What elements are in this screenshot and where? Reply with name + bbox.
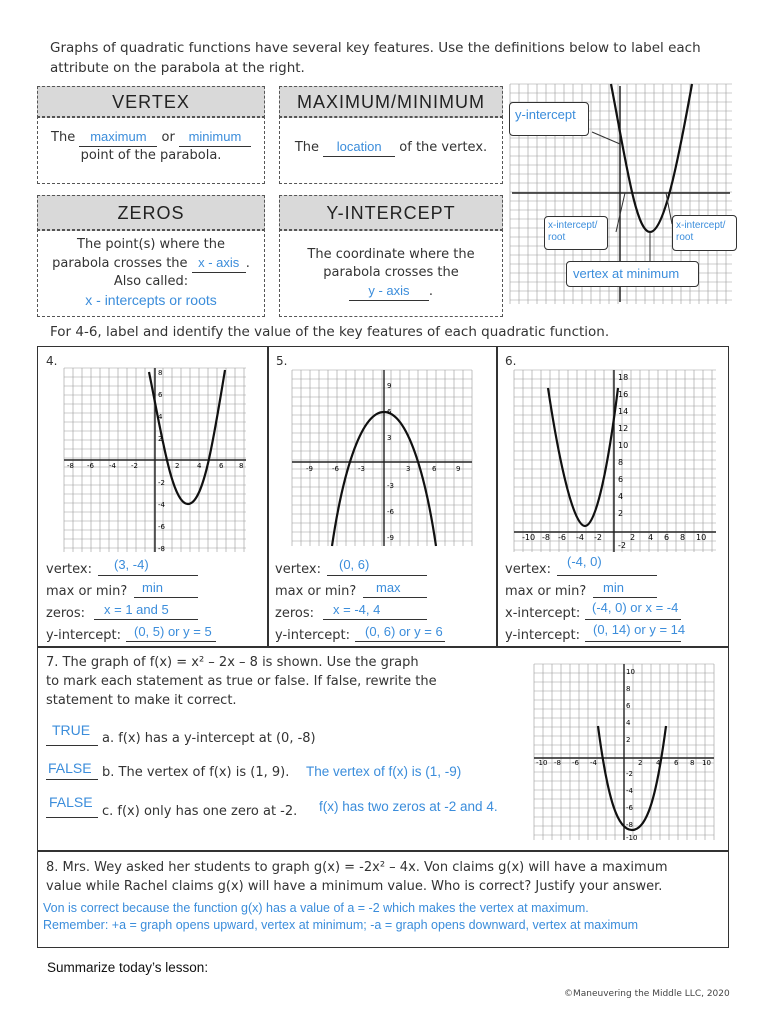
maxmin-def-post: of the vertex. <box>399 140 488 155</box>
zeros-answer-2[interactable]: x - intercepts or roots <box>85 292 217 308</box>
q7-line-2: to mark each statement as true or false. If false, rewrite the <box>46 674 437 689</box>
p6-maxmin-label: max or min? <box>505 584 587 599</box>
q7-ytick: -6 <box>626 804 633 812</box>
problem-6-ytick: 6 <box>618 475 624 484</box>
problem-5-number: 5. <box>276 354 288 368</box>
p4-zeros-answer: x = 1 and 5 <box>104 602 169 617</box>
q7a-answer: TRUE <box>52 722 91 738</box>
p5-maxmin-blank[interactable] <box>363 597 427 598</box>
problem-5-xtick: 3 <box>406 465 411 473</box>
problem-4-ytick: -8 <box>158 545 165 553</box>
p4-vertex-blank[interactable] <box>98 575 198 576</box>
zeros-line-2: parabola crosses the <box>52 256 188 271</box>
yintercept-callout: y-intercept <box>509 102 589 136</box>
problem-5-xtick: -9 <box>306 465 313 473</box>
q7-ytick: -10 <box>626 834 638 842</box>
problem-4-xtick: 2 <box>175 462 180 470</box>
problem-6-ytick: 2 <box>618 509 624 518</box>
yint-answer[interactable]: y - axis <box>349 282 429 301</box>
p5-maxmin-label: max or min? <box>275 584 357 599</box>
q7-xtick: -6 <box>572 759 579 767</box>
problem-6-ytick: -2 <box>618 541 626 550</box>
q8-answer-2: Remember: +a = graph opens upward, vertex at minimum; -a = graph opens downward, vertex at maximum <box>43 918 639 932</box>
intro-text: Graphs of quadratic functions have several key features. Use the definitions below to label each attribute on the parabola at the right. <box>50 40 701 76</box>
xint-right-callout: x-intercept/ root <box>672 215 737 251</box>
p4-maxmin-label: max or min? <box>46 584 128 599</box>
problem-6-xtick: 4 <box>648 533 654 542</box>
problem-4-xtick: -4 <box>109 462 116 470</box>
problem-5-graph <box>290 368 474 548</box>
q7-ytick: 8 <box>626 685 631 693</box>
yint-def-text: The coordinate where the parabola crosses the y - axis . <box>282 246 500 301</box>
q7a-statement: a. f(x) has a y-intercept at (0, -8) <box>102 731 316 746</box>
problem-4-ytick: -4 <box>158 501 165 509</box>
p6-maxmin-answer: min <box>603 580 624 595</box>
p5-yint-answer: (0, 6) or y = 6 <box>365 624 443 639</box>
p6-xint-answer: (-4, 0) or x = -4 <box>592 600 679 615</box>
problem-4-xtick: -6 <box>87 462 94 470</box>
yint-line-2: parabola crosses the <box>323 265 459 280</box>
q7-ytick: 10 <box>626 668 635 676</box>
problem-4-ytick: 2 <box>158 435 163 443</box>
p6-yint-label: y-intercept: <box>505 628 581 643</box>
p4-vertex-label: vertex: <box>46 562 92 577</box>
q7-ytick: 6 <box>626 702 631 710</box>
q7b-blank[interactable] <box>46 779 98 780</box>
problem-6-ytick: 10 <box>618 441 629 450</box>
problem-5-ytick: 9 <box>387 382 392 390</box>
problem-4-xtick: 6 <box>219 462 224 470</box>
yint-line-1: The coordinate where the <box>307 247 475 262</box>
xint-left-callout: x-intercept/ root <box>544 216 608 250</box>
zeros-def-text: The point(s) where the parabola crosses the x - axis . Also called: x - intercepts or roots <box>40 236 262 309</box>
q7-ytick: 2 <box>626 736 631 744</box>
p5-vertex-answer: (0, 6) <box>339 557 370 572</box>
problem-5-xtick: -3 <box>358 465 365 473</box>
problem-5-xtick: 9 <box>456 465 461 473</box>
problem-6-xtick: -8 <box>542 533 550 542</box>
problem-4-xtick: 8 <box>239 462 244 470</box>
p5-yint-blank[interactable] <box>355 641 445 642</box>
summarize-label: Summarize today’s lesson: <box>47 960 209 975</box>
p4-zeros-label: zeros: <box>46 606 85 621</box>
p5-zeros-label: zeros: <box>275 606 314 621</box>
p5-yint-label: y-intercept: <box>275 628 351 643</box>
zeros-line-1: The point(s) where the <box>77 237 225 252</box>
q7-line-3: statement to make it correct. <box>46 693 237 708</box>
p5-zeros-blank[interactable] <box>323 619 427 620</box>
problem-6-graph <box>512 368 718 554</box>
p6-vertex-blank[interactable] <box>557 575 657 576</box>
q7c-blank[interactable] <box>46 817 98 818</box>
p5-vertex-label: vertex: <box>275 562 321 577</box>
maxmin-def-text <box>282 138 500 157</box>
problem-5-xtick: -6 <box>332 465 339 473</box>
problem-6-xtick: -10 <box>522 533 536 542</box>
vertex-answer-2[interactable]: minimum <box>179 128 251 147</box>
q8-answer-1: Von is correct because the function g(x) has a value of a = -2 which makes the vertex at maximum. <box>43 901 589 915</box>
p5-maxmin-answer: max <box>376 580 401 595</box>
problem-6-xtick: 8 <box>680 533 686 542</box>
problem-6-xtick: -4 <box>576 533 584 542</box>
problem-4-y-ticks <box>158 369 166 553</box>
p6-vertex-answer: (-4, 0) <box>567 554 602 569</box>
q7-ytick: 4 <box>626 719 631 727</box>
q7b-statement: b. The vertex of f(x) is (1, 9). <box>102 765 290 780</box>
problem-6-number: 6. <box>505 354 517 368</box>
problem-6-ytick: 18 <box>618 373 629 382</box>
q7-xtick: 8 <box>690 759 695 767</box>
zeros-line-3: Also called: <box>113 274 189 289</box>
q7-line-1: 7. The graph of f(x) = x² – 2x – 8 is shown. Use the graph <box>46 655 419 670</box>
q7-y-ticks <box>626 668 637 842</box>
q7-graph <box>532 662 716 842</box>
yint-heading: Y-INTERCEPT <box>279 195 503 231</box>
problem-6-xtick: -6 <box>558 533 566 542</box>
p5-vertex-blank[interactable] <box>327 575 427 576</box>
problem-6-xtick: -2 <box>594 533 602 542</box>
q7c-statement: c. f(x) only has one zero at -2. <box>102 804 298 819</box>
problem-4-ytick: -2 <box>158 479 165 487</box>
vertex-answer-1[interactable]: maximum <box>79 128 157 147</box>
problem-6-xtick: 6 <box>664 533 670 542</box>
vertex-def-pre: The <box>51 130 76 145</box>
p5-zeros-answer: x = -4, 4 <box>333 602 381 617</box>
copyright-footer: ©Maneuvering the Middle LLC, 2020 <box>564 989 730 999</box>
problem-4-number: 4. <box>46 354 58 368</box>
p6-xint-blank[interactable] <box>585 619 681 620</box>
q7a-blank[interactable] <box>46 745 98 746</box>
maxmin-answer[interactable]: location <box>323 138 395 157</box>
p4-maxmin-answer: min <box>142 580 163 595</box>
vertex-def-post: point of the parabola. <box>80 148 222 163</box>
maxmin-def-pre: The <box>294 140 320 155</box>
problem-6-ytick: 8 <box>618 458 624 467</box>
problem-5-grid <box>292 370 472 546</box>
p6-yint-answer: (0, 14) or y = 14 <box>593 622 686 637</box>
p4-zeros-blank[interactable] <box>94 619 198 620</box>
problem-5-ytick: 6 <box>387 408 392 416</box>
p6-yint-blank[interactable] <box>585 641 681 642</box>
p4-maxmin-blank[interactable] <box>134 597 198 598</box>
problem-6-xtick: 10 <box>696 533 707 542</box>
maxmin-heading: MAXIMUM/MINIMUM <box>279 86 503 118</box>
q7-curve <box>598 726 666 830</box>
problem-4-ytick: 8 <box>158 369 163 377</box>
vertex-def-text <box>40 128 262 165</box>
q7b-answer: FALSE <box>48 760 92 776</box>
problem-5-xtick: 6 <box>432 465 437 473</box>
q7-xtick: 4 <box>656 759 661 767</box>
problem-6-ytick: 14 <box>618 407 629 416</box>
q7-xtick: -10 <box>536 759 548 767</box>
problem-4-ytick: 4 <box>158 413 163 421</box>
p4-vertex-answer: (3, -4) <box>114 557 149 572</box>
p4-yint-blank[interactable] <box>126 641 216 642</box>
problem-4-graph <box>62 366 248 554</box>
problem-6-ytick: 4 <box>618 492 624 501</box>
q7-xtick: -4 <box>590 759 597 767</box>
p4-yint-label: y-intercept: <box>46 628 122 643</box>
problem-6-grid <box>514 370 716 552</box>
q7-ytick: -8 <box>626 821 633 829</box>
p4-yint-answer: (0, 5) or y = 5 <box>134 624 212 639</box>
vertex-callout: vertex at minimum <box>566 261 699 287</box>
q7c-answer: FALSE <box>49 794 93 810</box>
q8-line-1: 8. Mrs. Wey asked her students to graph g(x) = -2x² – 4x. Von claims g(x) will have a maximum <box>46 860 668 875</box>
q7c-correction: f(x) has two zeros at -2 and 4. <box>319 799 498 814</box>
problem-6-ytick: 12 <box>618 424 629 433</box>
q7-ytick: -4 <box>626 787 633 795</box>
problem-5-ytick: 3 <box>387 434 392 442</box>
problem-6-y-ticks <box>618 373 628 550</box>
vertex-heading: VERTEX <box>37 86 265 118</box>
q7-xtick: 6 <box>674 759 679 767</box>
problem-5-ytick: -6 <box>387 508 394 516</box>
p6-xint-label: x-intercept: <box>505 606 581 621</box>
p6-vertex-label: vertex: <box>505 562 551 577</box>
q7-ytick: -2 <box>626 770 633 778</box>
q8-line-2: value while Rachel claims g(x) will have a minimum value. Who is correct? Justify your answer. <box>46 879 663 894</box>
problem-4-xtick: -2 <box>131 462 138 470</box>
problem-4-ytick: -6 <box>158 523 165 531</box>
problem-4-ytick: 6 <box>158 391 163 399</box>
q7b-correction: The vertex of f(x) is (1, -9) <box>306 764 462 779</box>
problem-4-xtick: 4 <box>197 462 202 470</box>
p6-maxmin-blank[interactable] <box>593 597 657 598</box>
q7-xtick: -8 <box>554 759 561 767</box>
q7-xtick: 10 <box>702 759 711 767</box>
problem-5-ytick: -3 <box>387 482 394 490</box>
prompt-4-6: For 4-6, label and identify the value of the key features of each quadratic function. <box>50 324 610 340</box>
q7-xtick: 2 <box>638 759 643 767</box>
problem-6-ytick: 16 <box>618 390 629 399</box>
vertex-def-mid: or <box>161 130 175 145</box>
problem-5-ytick: -9 <box>387 534 394 542</box>
problem-4-xtick: -8 <box>67 462 74 470</box>
zeros-answer[interactable]: x - axis <box>192 254 246 273</box>
problem-6-xtick: 2 <box>630 533 636 542</box>
zeros-heading: ZEROS <box>37 195 265 231</box>
